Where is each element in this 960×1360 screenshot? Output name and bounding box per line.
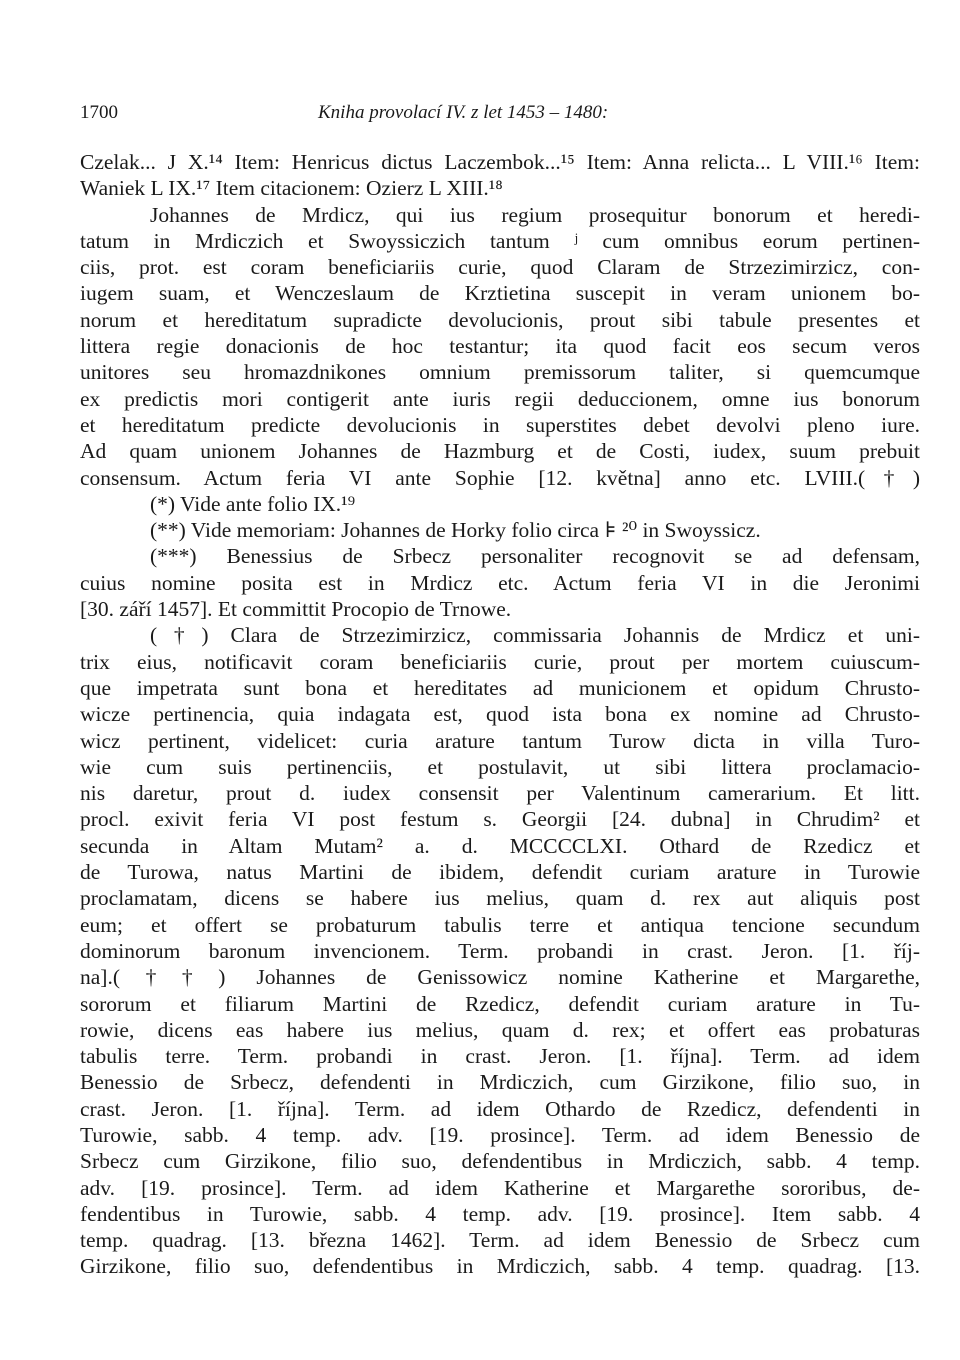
text-line: littera regie donacionis de hoc testantur; ita quod facit eos secum veros xyxy=(80,334,920,359)
text-line: wie cum suis pertinenciis, et postulavit, ut sibi littera proclamacio- xyxy=(80,754,920,779)
text-line: wicze pertinencia, quia indagata est, quod ista bona ex nomine ad Chrusto- xyxy=(80,702,920,727)
text-line: [30. září 1457]. Et committit Procopio de Trnowe. xyxy=(80,597,512,622)
text-line: dominorum baronum invencionem. Term. probandi in crast. Jeron. [1. říj- xyxy=(80,938,920,963)
text-line: tabulis terre. Term. probandi in crast. Jeron. [1. října]. Term. ad idem xyxy=(80,1044,920,1069)
text-line: trix eius, notificavit coram beneficiariis curie, prout per mortem cuiuscum- xyxy=(80,649,920,674)
text-line: tatum in Mrdiczich et Swoyssiczich tantum ʲ cum omnibus eorum pertinen- xyxy=(80,228,920,253)
text-line: ex predictis mori contigerit ante iuris regii deduccionem, omne ius bonorum xyxy=(80,386,920,411)
text-line: Benessio de Srbecz, defendenti in Mrdiczich, cum Girzikone, filio suo, in xyxy=(80,1070,920,1095)
text-line: cuius nomine posita est in Mrdicz etc. Actum feria VI in die Jeronimi xyxy=(80,570,920,595)
text-line: nis daretur, prout d. iudex consensit per Valentinum camerarium. Et litt. xyxy=(80,781,920,806)
text-line: Girzikone, filio suo, defendentibus in Mrdiczich, sabb. 4 temp. quadrag. [13. xyxy=(80,1254,920,1279)
text-line: (*) Vide ante folio IX.¹⁹ xyxy=(150,491,356,516)
text-line: Waniek L IX.¹⁷ Item citacionem: Ozierz L XIII.¹⁸ xyxy=(80,176,503,201)
text-line: de Turowa, natus Martini de ibidem, defendit curiam arature in Turowie xyxy=(80,860,920,885)
text-line: (***) Benessius de Srbecz personaliter recognovit se ad defensam, xyxy=(150,544,920,569)
text-line: Ad quam unionem Johannes de Hazmburg et de Costi, iudex, suum prebuit xyxy=(80,439,920,464)
text-line: que impetrata sunt bona et hereditates ad municionem et opidum Chrusto- xyxy=(80,675,920,700)
text-line: na].(††) Johannes de Genissowicz nomine Katherine et Margarethe, xyxy=(80,965,920,990)
text-line: Turowie, sabb. 4 temp. adv. [19. prosince]. Term. ad idem Benessio de xyxy=(80,1122,920,1147)
text-line: Johannes de Mrdicz, qui ius regium prosequitur bonorum et heredi- xyxy=(150,202,920,227)
body-text xyxy=(80,149,920,1280)
text-line: crast. Jeron. [1. října]. Term. ad idem Othardo de Rzedicz, defendenti in xyxy=(80,1096,920,1121)
running-head xyxy=(80,100,880,126)
text-line: eum; et offert se probaturum tabulis terre et antiqua tencione secundum xyxy=(80,912,920,937)
text-line: ciis, prot. est coram beneficiariis curie, quod Claram de Strzezimirzicz, con- xyxy=(80,255,920,280)
text-line: proclamatam, dicens se habere ius melius, quam d. rex aut aliquis post xyxy=(80,886,920,911)
text-line: secunda in Altam Mutam² a. d. MCCCCLXI. Othard de Rzedicz et xyxy=(80,833,920,858)
text-line: adv. [19. prosince]. Term. ad idem Katherine et Margarethe sororibus, de- xyxy=(80,1175,920,1200)
text-line: fendentibus in Turowie, sabb. 4 temp. adv. [19. prosince]. Item sabb. 4 xyxy=(80,1201,920,1226)
text-line: procl. exivit feria VI post festum s. Georgii [24. dubna] in Chrudim² et xyxy=(80,807,920,832)
text-line: iugem suam, et Wenczeslaum de Krztietina suscepit in veram unionem bo- xyxy=(80,281,920,306)
text-line: Srbecz cum Girzikone, filio suo, defendentibus in Mrdiczich, sabb. 4 temp. xyxy=(80,1149,920,1174)
text-line: unitores seu hromazdnikones omnium premissorum taliter, si quemcumque xyxy=(80,360,920,385)
text-line: (†) Clara de Strzezimirzicz, commissaria Johannis de Mrdicz et uni- xyxy=(150,623,920,648)
page-number: 1700 xyxy=(80,102,118,123)
text-line: norum et hereditatum supradicte devolucionis, prout sibi tabule presentes et xyxy=(80,307,920,332)
running-title: Kniha provolací IV. z let 1453 – 1480: xyxy=(318,102,609,123)
text-line: rowie, dicens eas habere ius melius, quam d. rex; et offert eas probaturas xyxy=(80,1017,920,1042)
text-line: Czelak... J X.¹⁴ Item: Henricus dictus Laczembok...¹⁵ Item: Anna relicta... L VIII.¹⁶ Item: xyxy=(80,150,920,174)
text-line: wicz pertinent, videlicet: curia arature tantum Turow dicta in villa Turo- xyxy=(80,728,920,753)
text-line: temp. quadrag. [13. března 1462]. Term. ad idem Benessio de Srbecz cum xyxy=(80,1228,920,1253)
text-line: et hereditatum predicte devolucionis in superstites debet devolvi pleno iure. xyxy=(80,412,920,437)
text-line: sororum et filiarum Martini de Rzedicz, defendit curiam arature in Tu- xyxy=(80,991,920,1016)
text-line: consensum. Actum feria VI ante Sophie [12. května] anno etc. LVIII.(†) xyxy=(80,465,920,490)
text-line: (**) Vide memoriam: Johannes de Horky folio circa ⊧ ²⁰ in Swoyssicz. xyxy=(150,518,761,543)
